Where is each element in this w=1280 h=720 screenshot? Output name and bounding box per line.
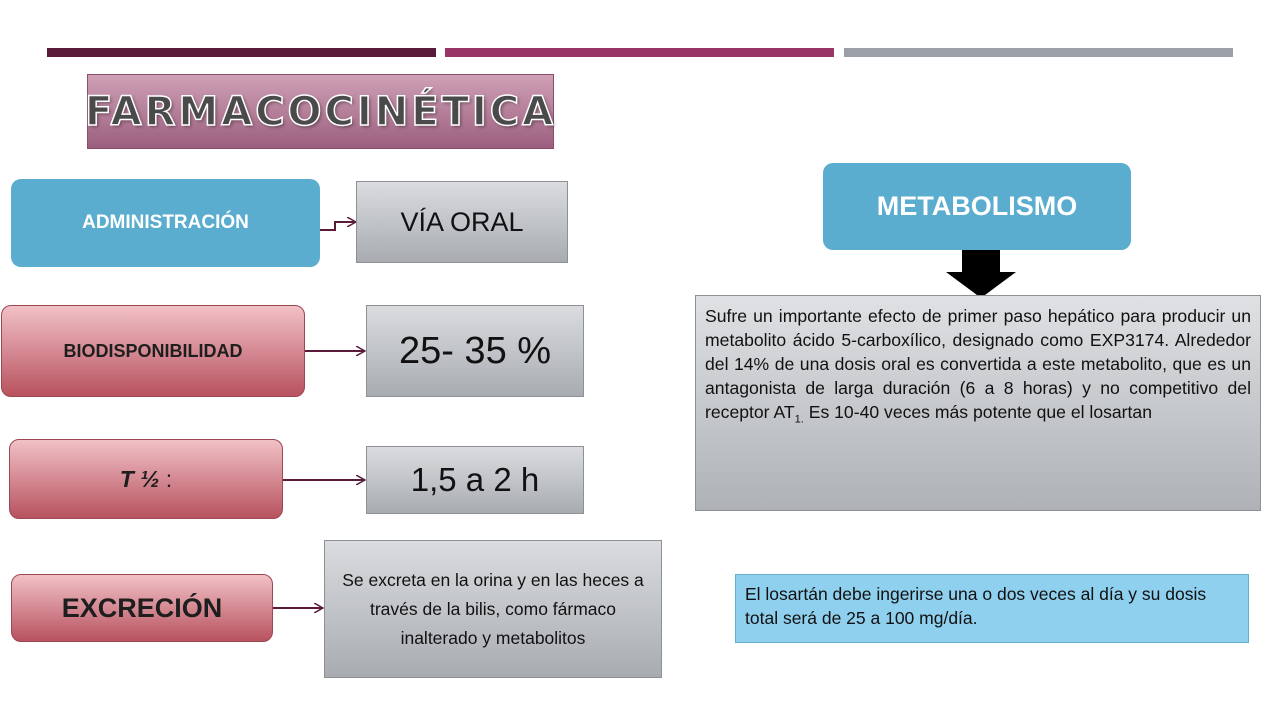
excrecion-label — [11, 574, 273, 642]
metabolismo-subscript: 1. — [794, 413, 804, 426]
metabolismo-description — [695, 295, 1261, 511]
biodisponibilidad-value-text: 25- 35 % — [398, 329, 552, 372]
metabolismo-down-arrow-icon — [946, 250, 1016, 298]
via-oral-box — [356, 181, 568, 263]
t-half-value-box — [366, 446, 584, 514]
metabolismo-label — [823, 163, 1131, 250]
via-oral-text: VÍA ORAL — [400, 206, 524, 237]
metabolismo-label-text: METABOLISMO — [876, 191, 1078, 221]
biodisponibilidad-label-text: BIODISPONIBILIDAD — [63, 340, 243, 361]
excrecion-value-text: Se excreta en la orina y en las heces a través de la bilis, como fármaco inalterado y metabolitos — [342, 569, 644, 648]
t-half-label-main: T ½ — [119, 465, 160, 492]
biodisponibilidad-label — [1, 305, 305, 397]
dosage-note — [735, 574, 1249, 643]
dosage-note-text: El losartán debe ingerirse una o dos veces al día y su dosis total será de 25 a 100 mg/día. — [745, 584, 1207, 628]
t-half-label-suffix: : — [159, 465, 173, 492]
administracion-label-text: ADMINISTRACIÓN — [82, 212, 249, 233]
arrow-administracion — [320, 222, 355, 230]
t-half-label — [9, 439, 283, 519]
metabolismo-text-before: Sufre un importante efecto de primer paso hepático para producir un metabolito ácido 5-carboxílico, designado como EXP3174. Alrededor del 14% de una dosis oral es convertida a este metabolito, que es un antagonista de larga duración (6 a 8 horas) y no competitivo del receptor AT — [705, 306, 1251, 422]
biodisponibilidad-value-box — [366, 305, 584, 397]
excrecion-label-text: EXCRECIÓN — [61, 592, 223, 623]
t-half-value-text: 1,5 a 2 h — [410, 461, 540, 498]
administracion-label — [11, 179, 320, 267]
metabolismo-text-after: Es 10-40 veces más potente que el losartan — [803, 402, 1153, 422]
page-title: FARMACOCINÉTICA — [84, 88, 557, 135]
excrecion-value-box — [324, 540, 662, 678]
